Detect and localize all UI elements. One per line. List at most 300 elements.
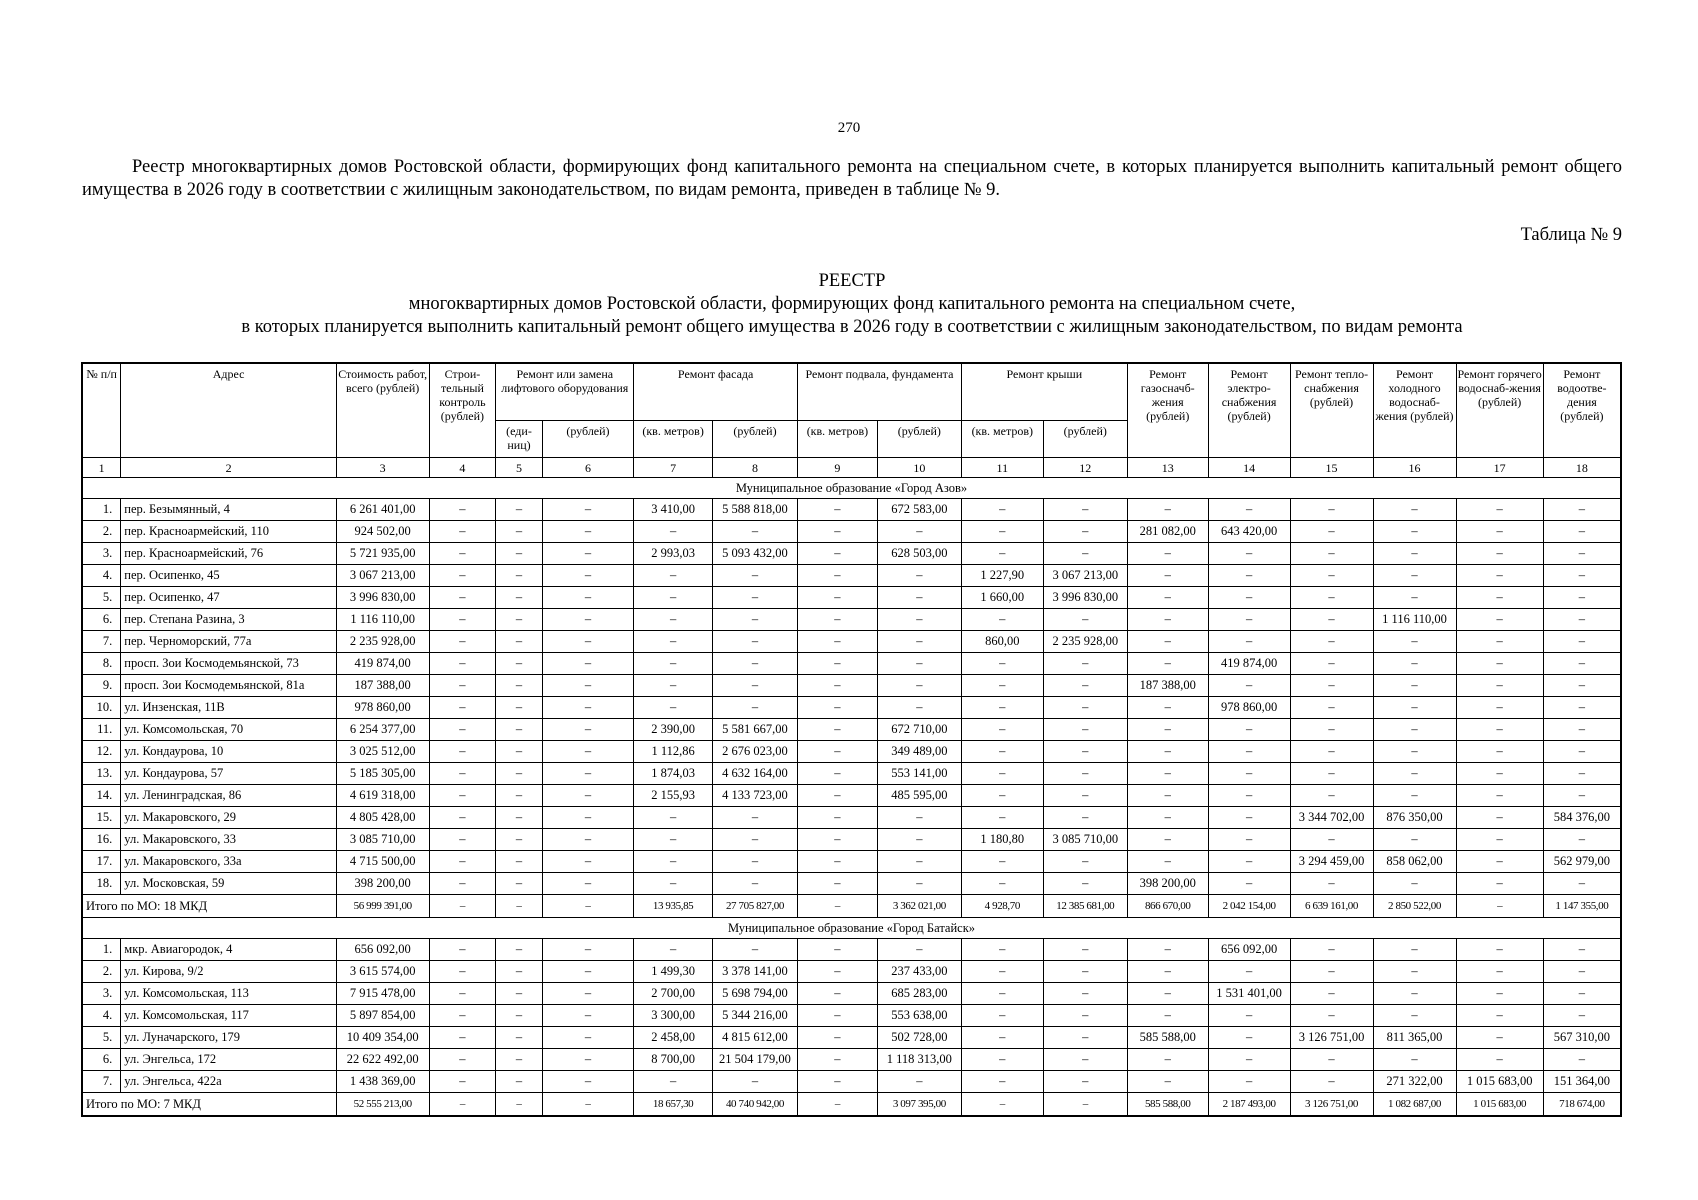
row-value: – [961,741,1043,763]
row-value: 3 996 830,00 [336,587,429,609]
row-value: – [798,719,878,741]
row-number: 2. [82,961,121,983]
row-value: – [429,873,496,895]
row-number: 12. [82,741,121,763]
row-value: – [712,1071,797,1093]
row-value: – [1290,609,1373,631]
row-value: 3 085 710,00 [1043,829,1127,851]
row-value: 553 141,00 [877,763,961,785]
row-value: – [634,939,713,961]
row-value: 3 067 213,00 [1043,565,1127,587]
row-value: – [496,1027,542,1049]
row-value: – [1373,785,1456,807]
row-value: 860,00 [961,631,1043,653]
row-value: – [961,653,1043,675]
row-value: 419 874,00 [1208,653,1290,675]
total-value: 13 935,85 [634,895,713,918]
row-value: – [961,675,1043,697]
row-value: – [1127,499,1208,521]
row-value: – [1543,1005,1621,1027]
row-value: – [961,851,1043,873]
row-value: – [1290,785,1373,807]
row-value: – [1043,983,1127,1005]
total-value: 2 850 522,00 [1373,895,1456,918]
row-number: 18. [82,873,121,895]
row-value: 876 350,00 [1373,807,1456,829]
row-value: – [496,631,542,653]
total-value: – [542,895,634,918]
row-value: – [429,543,496,565]
row-value: 567 310,00 [1543,1027,1621,1049]
row-value: – [1043,697,1127,719]
section-caption: Муниципальное образование «Город Азов» [82,478,1621,499]
row-value: 2 155,93 [634,785,713,807]
row-value: 2 458,00 [634,1027,713,1049]
row-value: – [542,675,634,697]
row-value: – [496,785,542,807]
row-value: – [1543,587,1621,609]
row-value: – [1290,675,1373,697]
row-value: – [1373,983,1456,1005]
row-value: – [496,587,542,609]
row-value: – [1456,829,1543,851]
row-value: – [1373,521,1456,543]
section-total-row [82,1093,1621,1117]
row-value: – [1456,741,1543,763]
row-value: – [634,653,713,675]
header-address: Адрес [121,363,337,458]
row-value: – [496,961,542,983]
row-value: – [798,543,878,565]
row-value: – [1543,543,1621,565]
row-value: 8 700,00 [634,1049,713,1071]
row-value: – [1208,1049,1290,1071]
row-value: – [877,829,961,851]
row-value: – [1043,741,1127,763]
header-num: № п/п [82,363,121,458]
column-number: 1 [82,458,121,478]
registry-title-line2: многоквартирных домов Ростовской области, формирующих фонд капитального ремонта на специальном счете, [408,294,1296,314]
row-value: – [1043,653,1127,675]
row-value: – [712,939,797,961]
row-value: 1 118 313,00 [877,1049,961,1071]
row-value: – [634,675,713,697]
table-row [82,939,1621,961]
header-facade: Ремонт фасада [634,363,798,421]
row-value: – [496,807,542,829]
row-value: 672 583,00 [877,499,961,521]
column-number: 7 [634,458,713,478]
row-value: 6 261 401,00 [336,499,429,521]
row-value: – [1373,543,1456,565]
row-address: ул. Макаровского, 29 [121,807,337,829]
row-address: просп. Зои Космодемьянской, 73 [121,653,337,675]
total-value: 56 999 391,00 [336,895,429,918]
row-value: – [1543,499,1621,521]
section-caption-row [82,918,1621,939]
row-value: – [429,829,496,851]
row-value: – [961,499,1043,521]
row-value: – [1043,807,1127,829]
row-value: 3 085 710,00 [336,829,429,851]
row-value: 22 622 492,00 [336,1049,429,1071]
row-value: – [1208,543,1290,565]
row-number: 4. [82,565,121,587]
row-value: – [798,851,878,873]
row-value: – [961,873,1043,895]
row-value: – [1043,719,1127,741]
table-row [82,1049,1621,1071]
row-value: – [1290,719,1373,741]
row-value: – [429,939,496,961]
total-value: – [961,1093,1043,1117]
total-value: 585 588,00 [1127,1093,1208,1117]
row-number: 6. [82,609,121,631]
row-value: – [1208,675,1290,697]
row-value: 187 388,00 [336,675,429,697]
row-value: 5 698 794,00 [712,983,797,1005]
row-value: – [496,983,542,1005]
row-value: – [712,675,797,697]
row-value: – [429,807,496,829]
total-value: 4 928,70 [961,895,1043,918]
row-value: 924 502,00 [336,521,429,543]
row-value: 5 588 818,00 [712,499,797,521]
row-value: – [798,499,878,521]
row-value: – [1043,851,1127,873]
row-value: 271 322,00 [1373,1071,1456,1093]
row-address: ул. Кирова, 9/2 [121,961,337,983]
row-value: – [634,829,713,851]
row-value: – [877,609,961,631]
row-value: – [1373,1005,1456,1027]
row-value: 281 082,00 [1127,521,1208,543]
intro-paragraph: Реестр многоквартирных домов Ростовской области, формирующих фонд капитального ремонта на специальном счете, в которых планируется выполнить капитальный ремонт общего имущества в 2026 году в соответствии с жилищным законодательством, по видам ремонта, приведен в таблице № 9. [82,157,1622,200]
row-value: – [1208,1027,1290,1049]
row-value: – [496,851,542,873]
row-value: – [1208,851,1290,873]
row-value: 4 805 428,00 [336,807,429,829]
row-value: 858 062,00 [1373,851,1456,873]
total-value: 27 705 827,00 [712,895,797,918]
row-value: – [1127,741,1208,763]
row-value: – [1543,609,1621,631]
row-value: 584 376,00 [1543,807,1621,829]
row-value: – [1543,719,1621,741]
row-value: – [429,785,496,807]
row-value: – [1373,961,1456,983]
row-value: 5 093 432,00 [712,543,797,565]
row-value: 2 235 928,00 [336,631,429,653]
total-value: – [542,1093,634,1117]
row-value: 3 067 213,00 [336,565,429,587]
row-value: – [1208,785,1290,807]
row-value: – [1290,499,1373,521]
header-roof: Ремонт крыши [961,363,1127,421]
row-value: 3 294 459,00 [1290,851,1373,873]
row-address: пер. Красноармейский, 76 [121,543,337,565]
row-value: – [1543,873,1621,895]
row-value: – [1543,565,1621,587]
row-value: – [496,741,542,763]
row-value: – [1373,653,1456,675]
row-value: – [1456,763,1543,785]
row-value: – [877,1071,961,1093]
row-value: – [1290,983,1373,1005]
row-value: – [1290,763,1373,785]
row-address: ул. Энгельса, 172 [121,1049,337,1071]
row-value: – [1543,829,1621,851]
row-value: 5 185 305,00 [336,763,429,785]
row-value: – [1043,873,1127,895]
row-value: – [1290,939,1373,961]
row-address: пер. Безымянный, 4 [121,499,337,521]
row-value: – [798,1049,878,1071]
row-value: – [798,741,878,763]
section-caption-row [82,478,1621,499]
total-value: 3 126 751,00 [1290,1093,1373,1117]
row-value: – [961,609,1043,631]
row-address: ул. Луначарского, 179 [121,1027,337,1049]
row-value: – [634,609,713,631]
row-value: – [542,499,634,521]
row-value: – [1290,631,1373,653]
row-value: – [961,763,1043,785]
row-value: – [1290,873,1373,895]
row-value: 10 409 354,00 [336,1027,429,1049]
row-value: 1 015 683,00 [1456,1071,1543,1093]
row-value: – [1208,873,1290,895]
row-value: – [712,631,797,653]
row-value: – [1043,763,1127,785]
row-value: – [496,653,542,675]
row-value: 1 660,00 [961,587,1043,609]
row-value: – [542,873,634,895]
row-value: – [961,939,1043,961]
row-value: – [1456,1005,1543,1027]
row-value: 2 235 928,00 [1043,631,1127,653]
table-row [82,543,1621,565]
header-drainage: Ремонт водоотве-дения (рублей) [1543,363,1621,458]
total-value: 1 082 687,00 [1373,1093,1456,1117]
row-value: – [1456,609,1543,631]
row-value: – [1127,763,1208,785]
row-value: – [1290,565,1373,587]
row-value: – [712,587,797,609]
row-address: пер. Степана Разина, 3 [121,609,337,631]
row-value: – [634,587,713,609]
row-value: – [1208,829,1290,851]
row-value: 978 860,00 [1208,697,1290,719]
total-label: Итого по МО: 18 МКД [82,895,336,918]
row-value: – [1456,543,1543,565]
row-value: – [1456,785,1543,807]
row-value: 1 180,80 [961,829,1043,851]
row-value: 2 390,00 [634,719,713,741]
row-value: – [542,697,634,719]
row-value: – [496,521,542,543]
total-value: – [1456,895,1543,918]
row-value: 628 503,00 [877,543,961,565]
row-value: 5 344 216,00 [712,1005,797,1027]
header-basement-rub: (рублей) [877,421,961,458]
row-value: – [877,565,961,587]
row-value: – [429,1071,496,1093]
row-value: – [542,939,634,961]
row-value: – [1456,873,1543,895]
row-value: – [1373,719,1456,741]
column-number: 3 [336,458,429,478]
row-value: – [542,587,634,609]
row-value: – [1127,961,1208,983]
registry-title-line1: РЕЕСТР [818,271,886,291]
row-value: – [634,631,713,653]
row-value: – [1208,565,1290,587]
row-value: – [429,631,496,653]
row-number: 2. [82,521,121,543]
row-value: – [429,499,496,521]
row-value: – [1127,697,1208,719]
row-value: – [1543,763,1621,785]
row-value: – [961,1049,1043,1071]
row-value: – [1456,807,1543,829]
row-value: – [961,1071,1043,1093]
row-value: – [1290,1049,1373,1071]
row-value: – [496,939,542,961]
table-row [82,1071,1621,1093]
row-value: – [877,807,961,829]
column-number: 9 [798,458,878,478]
row-value: – [496,873,542,895]
row-value: – [542,565,634,587]
row-value: – [1127,1005,1208,1027]
row-value: – [877,587,961,609]
row-number: 6. [82,1049,121,1071]
registry-table [81,362,1622,1117]
row-value: 485 595,00 [877,785,961,807]
row-value: 1 116 110,00 [1373,609,1456,631]
row-value: – [1208,741,1290,763]
row-value: – [1127,785,1208,807]
table-number: Таблица № 9 [1520,225,1622,245]
row-value: – [1456,1049,1543,1071]
row-number: 15. [82,807,121,829]
header-lift-units: (еди-ниц) [496,421,542,458]
row-value: – [1043,543,1127,565]
row-value: – [961,961,1043,983]
row-value: – [1456,587,1543,609]
total-value: 2 187 493,00 [1208,1093,1290,1117]
row-value: – [1456,1027,1543,1049]
row-number: 13. [82,763,121,785]
row-value: 4 619 318,00 [336,785,429,807]
column-number: 18 [1543,458,1621,478]
row-value: – [496,675,542,697]
column-number: 10 [877,458,961,478]
row-value: – [1127,609,1208,631]
row-value: 3 025 512,00 [336,741,429,763]
column-number: 4 [429,458,496,478]
row-value: 3 344 702,00 [1290,807,1373,829]
row-value: – [1543,675,1621,697]
row-value: – [496,719,542,741]
column-number: 16 [1373,458,1456,478]
row-value: 585 588,00 [1127,1027,1208,1049]
row-address: мкр. Авиагородок, 4 [121,939,337,961]
row-value: 2 700,00 [634,983,713,1005]
row-value: 398 200,00 [336,873,429,895]
row-value: 978 860,00 [336,697,429,719]
column-number-row [82,458,1621,478]
row-value: – [712,521,797,543]
row-value: – [429,1005,496,1027]
row-value: – [798,983,878,1005]
header-roof-m: (кв. метров) [961,421,1043,458]
total-value: – [798,895,878,918]
table-row [82,587,1621,609]
row-value: – [1043,521,1127,543]
row-value: 656 092,00 [336,939,429,961]
row-value: – [1127,983,1208,1005]
row-value: – [496,829,542,851]
header-gas: Ремонт газосначб-жения (рублей) [1127,363,1208,458]
row-value: – [798,609,878,631]
row-address: ул. Московская, 59 [121,873,337,895]
row-value: – [1127,1049,1208,1071]
table-row [82,653,1621,675]
row-value: – [1290,543,1373,565]
total-value: 3 097 395,00 [877,1093,961,1117]
row-value: – [542,1071,634,1093]
row-value: – [1208,807,1290,829]
row-value: – [798,939,878,961]
total-value: 52 555 213,00 [336,1093,429,1117]
total-value: – [429,895,496,918]
row-value: 3 126 751,00 [1290,1027,1373,1049]
row-value: – [798,1071,878,1093]
row-value: 5 897 854,00 [336,1005,429,1027]
row-address: пер. Черноморский, 77а [121,631,337,653]
row-address: ул. Макаровского, 33а [121,851,337,873]
section-total-row [82,895,1621,918]
row-value: – [798,587,878,609]
column-number: 12 [1043,458,1127,478]
column-number: 11 [961,458,1043,478]
row-value: – [1127,1071,1208,1093]
row-value: 4 632 164,00 [712,763,797,785]
total-value: 718 674,00 [1543,1093,1621,1117]
row-value: – [542,807,634,829]
row-value: – [1373,741,1456,763]
row-number: 10. [82,697,121,719]
row-value: 151 364,00 [1543,1071,1621,1093]
row-number: 16. [82,829,121,851]
row-value: – [429,565,496,587]
row-value: – [1043,939,1127,961]
table-row [82,983,1621,1005]
row-value: 811 365,00 [1373,1027,1456,1049]
total-value: 1 147 355,00 [1543,895,1621,918]
row-value: 672 710,00 [877,719,961,741]
row-value: 6 254 377,00 [336,719,429,741]
row-value: – [877,939,961,961]
row-value: – [1373,939,1456,961]
row-value: – [961,785,1043,807]
row-value: 2 676 023,00 [712,741,797,763]
row-address: ул. Комсомольская, 70 [121,719,337,741]
table-row [82,521,1621,543]
table-row [82,609,1621,631]
